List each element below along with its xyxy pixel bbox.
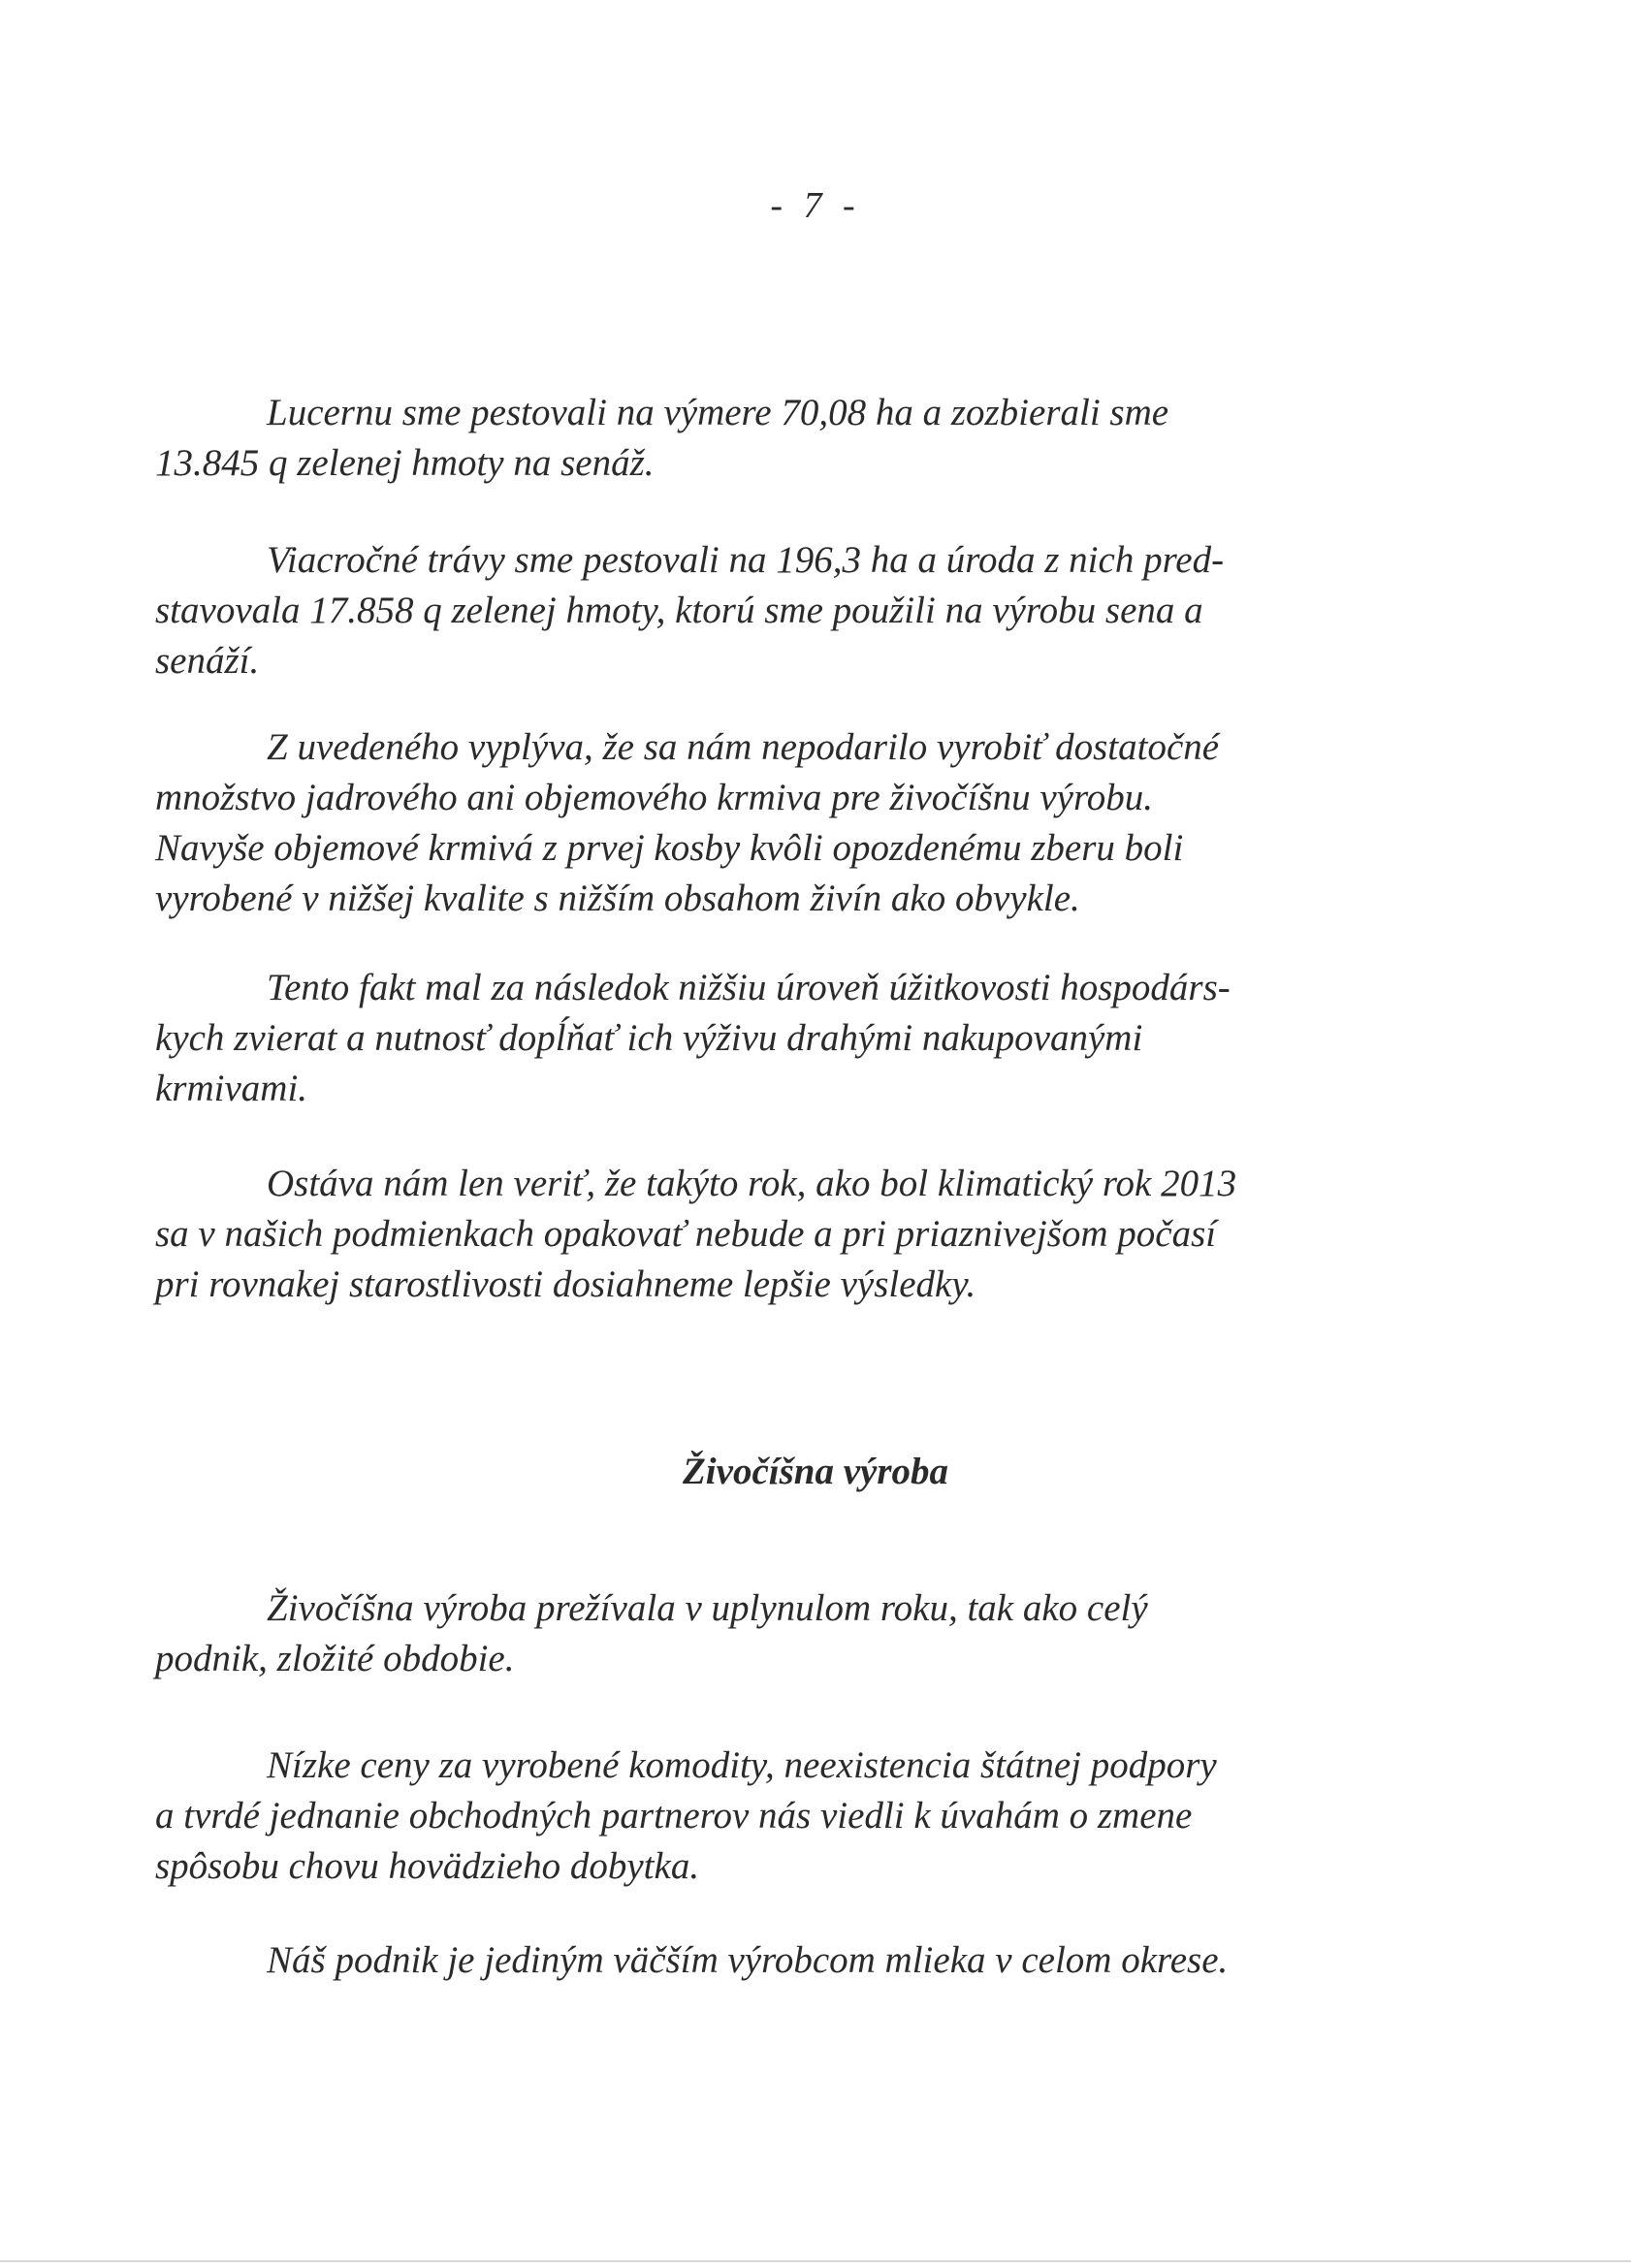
text-line: Viacročné trávy sme pestovali na 196,3 ha a úroda z nich pred-	[267, 539, 1225, 581]
text-line: vyrobené v nižšej kvalite s nižším obsahom živín ako obvykle.	[155, 878, 1080, 919]
text-line: Navyše objemové krmivá z prvej kosby kvôli opozdenému zberu boli	[155, 827, 1184, 869]
scan-edge-divider	[0, 2260, 1631, 2262]
text-line: kych zvierat a nutnosť dopĺňať ich výživu drahými nakupovanými	[155, 1017, 1143, 1059]
text-line: krmivami.	[155, 1068, 308, 1109]
text-line: Živočíšna výroba prežívala v uplynulom roku, tak ako celý	[267, 1587, 1148, 1629]
text-line: Nízke ceny za vyrobené komodity, neexistencia štátnej podpory	[267, 1744, 1217, 1786]
text-line: stavovala 17.858 q zelenej hmoty, ktorú sme použili na výrobu sena a	[155, 590, 1203, 631]
paragraph-nizke-ceny	[155, 1741, 1416, 1892]
text-line: spôsobu chovu hovädzieho dobytka.	[155, 1845, 700, 1887]
text-line: sa v našich podmienkach opakovať nebude a pri priaznivejšom počasí	[155, 1213, 1217, 1255]
page-number: - 7 -	[770, 185, 861, 226]
paragraph-zivocisna-vyroba	[155, 1583, 1416, 1684]
text-line: množstvo jadrového ani objemového krmiva pre živočíšnu výrobu.	[155, 777, 1153, 818]
paragraph-tento-fakt	[155, 963, 1416, 1114]
text-line: Náš podnik je jediným väčším výrobcom mlieka v celom okrese.	[267, 1939, 1229, 1981]
text-line: 13.845 q zelenej hmoty na senáž.	[155, 442, 655, 484]
paragraph-ostava-nam	[155, 1159, 1416, 1310]
text-line: Z uvedeného vyplýva, že sa nám nepodarilo vyrobiť dostatočné	[267, 726, 1220, 768]
text-line: Ostáva nám len veriť, že takýto rok, ako bol klimatický rok 2013	[267, 1163, 1237, 1204]
text-line: Tento fakt mal za následok nižšiu úroveň úžitkovosti hospodárs-	[267, 967, 1231, 1008]
text-line: podnik, zložité obdobie.	[155, 1638, 515, 1679]
text-line: pri rovnakej starostlivosti dosiahneme lepšie výsledky.	[155, 1263, 976, 1305]
paragraph-z-uvedeneho	[155, 722, 1416, 924]
section-heading: Živočíšna výroba	[682, 1451, 949, 1492]
paragraph-lucerna	[155, 388, 1416, 489]
text-line: a tvrdé jednanie obchodných partnerov nás viedli k úvahám o zmene	[155, 1795, 1193, 1837]
text-line: Lucernu sme pestovali na výmere 70,08 ha a zozbierali sme	[267, 392, 1169, 433]
text-line: senáží.	[155, 640, 260, 682]
paragraph-nas-podnik	[155, 1935, 1416, 1986]
paragraph-viacrocne-travy	[155, 535, 1416, 687]
